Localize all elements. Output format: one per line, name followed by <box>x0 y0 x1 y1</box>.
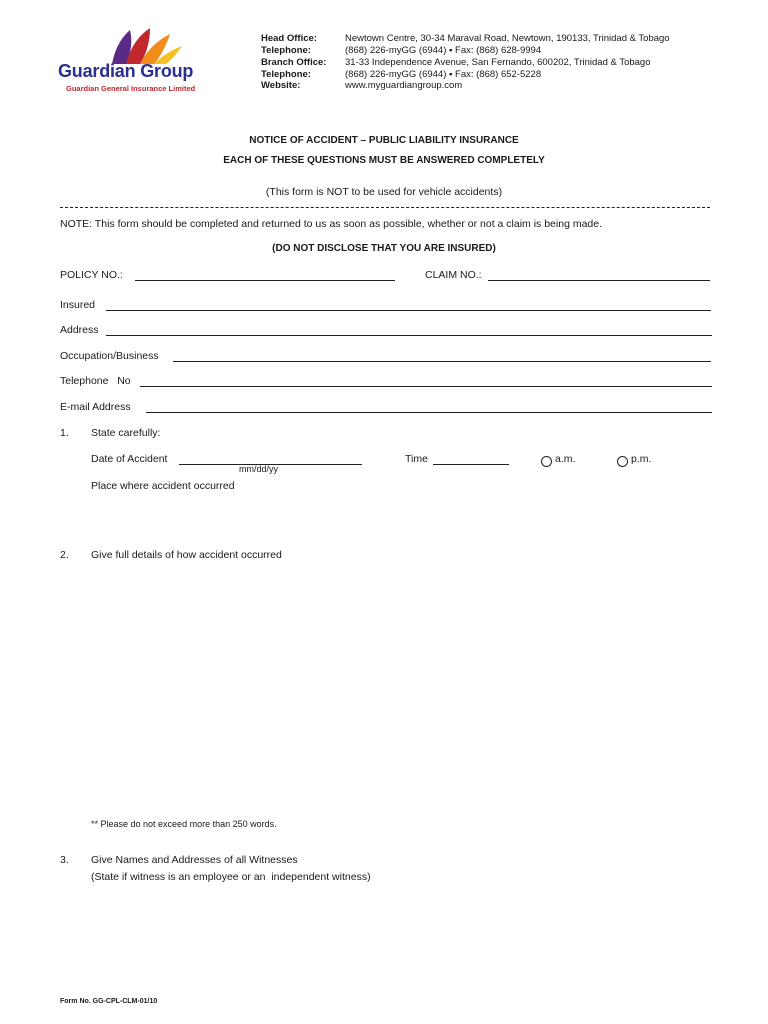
disclose-warning: (DO NOT DISCLOSE THAT YOU ARE INSURED) <box>272 243 496 254</box>
pm-label: p.m. <box>631 453 652 465</box>
submission-note: NOTE: This form should be completed and returned to us as soon as possible, whether or not a claim is being made. <box>60 218 603 230</box>
form-subtitle: EACH OF THESE QUESTIONS MUST BE ANSWERED COMPLETELY <box>223 155 545 166</box>
q3-number: 3. <box>60 854 69 866</box>
address-input[interactable] <box>106 335 712 336</box>
place-label: Place where accident occurred <box>91 480 235 492</box>
form-title: NOTICE OF ACCIDENT – PUBLIC LIABILITY INSURANCE <box>249 135 519 146</box>
q2-number: 2. <box>60 549 69 561</box>
q3-subtext: (State if witness is an employee or an independent witness) <box>91 871 371 883</box>
company-subsidiary: Guardian General Insurance Limited <box>66 84 196 93</box>
insured-input[interactable] <box>106 310 711 311</box>
insured-label: Insured <box>60 299 96 311</box>
claim-no-input[interactable] <box>488 280 710 281</box>
q3-text: Give Names and Addresses of all Witnesses <box>91 854 298 866</box>
telephone-label: Telephone No <box>60 375 131 387</box>
form-number: Form No. GG-CPL-CLM-01/10 <box>60 998 158 1005</box>
occupation-label: Occupation/Business <box>60 350 159 362</box>
contact-label: Branch Office: <box>261 57 327 68</box>
claim-no-label: CLAIM NO.: <box>425 269 482 281</box>
contact-value: Newtown Centre, 30-34 Maraval Road, Newtown, 190133, Trinidad & Tobago <box>345 33 670 44</box>
telephone-input[interactable] <box>140 386 712 387</box>
q1-number: 1. <box>60 427 69 439</box>
contact-value: (868) 226-myGG (6944) ▪ Fax: (868) 628-9994 <box>345 45 542 56</box>
contact-value: (868) 226-myGG (6944) ▪ Fax: (868) 652-5228 <box>345 69 542 80</box>
date-of-accident-label: Date of Accident <box>91 453 168 465</box>
divider <box>60 207 710 208</box>
am-label: a.m. <box>555 453 576 465</box>
address-label: Address <box>60 324 99 336</box>
policy-no-label: POLICY NO.: <box>60 269 123 281</box>
contact-value: 31-33 Independence Avenue, San Fernando, 600202, Trinidad & Tobago <box>345 57 651 68</box>
company-name: Guardian Group <box>58 61 194 81</box>
word-limit-note: ** Please do not exceed more than 250 words. <box>91 819 277 829</box>
date-format-hint: mm/dd/yy <box>239 464 279 474</box>
am-radio[interactable] <box>541 456 552 467</box>
policy-no-input[interactable] <box>135 280 395 281</box>
pm-radio[interactable] <box>617 456 628 467</box>
q1-text: State carefully: <box>91 427 161 439</box>
time-label: Time <box>405 453 428 465</box>
contact-label: Telephone: <box>261 45 311 56</box>
contact-label: Head Office: <box>261 33 317 44</box>
contact-label: Telephone: <box>261 69 311 80</box>
vehicle-note: (This form is NOT to be used for vehicle accidents) <box>265 186 503 198</box>
email-label: E-mail Address <box>60 401 131 413</box>
contact-label: Website: <box>261 80 301 91</box>
time-input[interactable] <box>433 464 509 465</box>
email-input[interactable] <box>146 412 712 413</box>
website-link[interactable]: www.myguardiangroup.com <box>345 80 463 91</box>
q2-text: Give full details of how accident occurred <box>91 549 282 561</box>
occupation-input[interactable] <box>173 361 711 362</box>
